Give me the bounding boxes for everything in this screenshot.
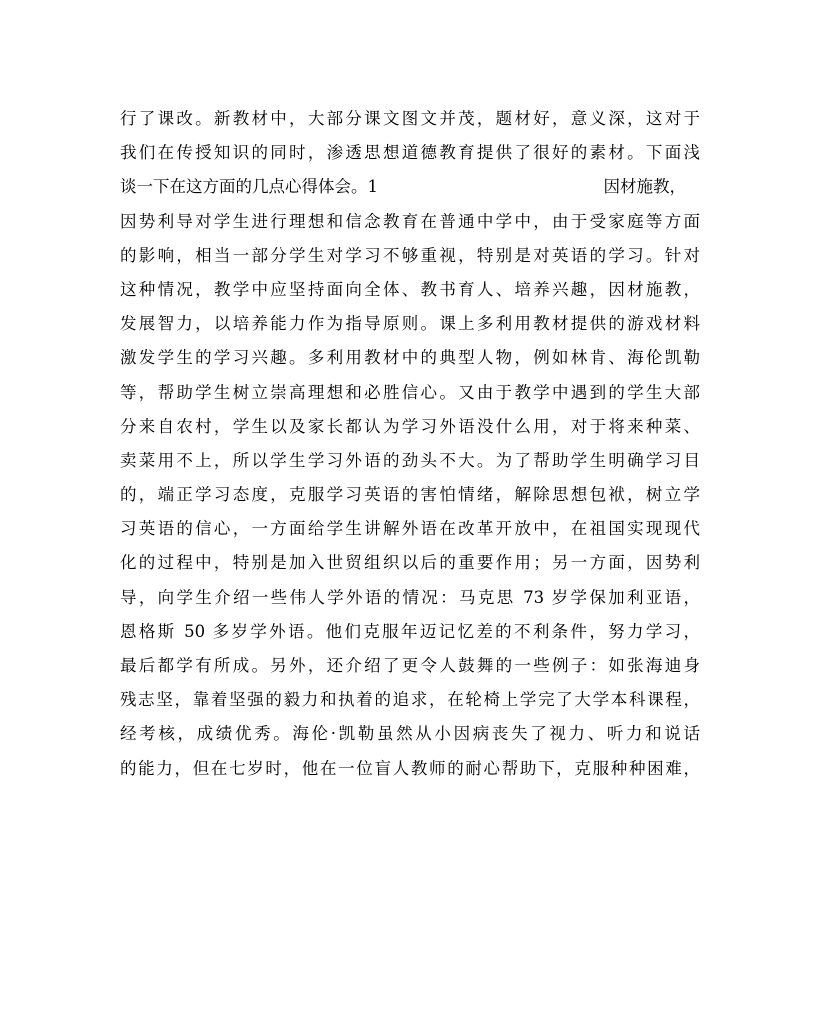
text-line: 卖菜用不上，所以学生学习外语的劲头不大。为了帮助学生明确学习目 — [120, 450, 700, 470]
text-line: 的能力，但在七岁时，他在一位盲人教师的耐心帮助下，克服种种困难， — [120, 758, 700, 778]
text-line: 残志坚，靠着坚强的毅力和执着的追求，在轮椅上学完了大学本科课程， — [120, 690, 700, 710]
body-text — [120, 102, 700, 786]
text-line: 恩格斯 50 多岁学外语。他们克服年迈记忆差的不利条件，努力学习， — [120, 621, 700, 641]
text-line: 等，帮助学生树立崇高理想和必胜信心。又由于教学中遇到的学生大部 — [120, 382, 700, 402]
text-line: 行了课改。新教材中，大部分课文图文并茂，题材好，意义深，这对于 — [120, 109, 700, 128]
text-line-left: 谈一下在这方面的几点心得体会。1 — [120, 177, 378, 197]
text-line: 这种情况，教学中应坚持面向全体、教书育人、培养兴趣，因材施教， — [120, 279, 700, 299]
text-line: 的影响，相当一部分学生对学习不够重视，特别是对英语的学习。针对 — [120, 245, 700, 265]
text-line: 经考核，成绩优秀。海伦·凯勒虽然从小因病丧失了视力、听力和说话 — [120, 724, 700, 744]
text-line: 我们在传授知识的同时，渗透思想道德教育提供了很好的素材。下面浅 — [120, 143, 700, 163]
text-line: 的，端正学习态度，克服学习英语的害怕情绪，解除思想包袱，树立学 — [120, 485, 700, 505]
text-line: 发展智力，以培养能力作为指导原则。课上多利用教材提供的游戏材料 — [120, 314, 700, 334]
text-line — [120, 170, 700, 204]
text-line: 分来自农村，学生以及家长都认为学习外语没什么用，对于将来种菜、 — [120, 416, 700, 436]
text-line: 习英语的信心，一方面给学生讲解外语在改革开放中，在祖国实现现代 — [120, 519, 700, 539]
text-line-right: 因材施教， — [603, 177, 686, 197]
text-line: 最后都学有所成。另外，还介绍了更令人鼓舞的一些例子：如张海迪身 — [120, 656, 700, 675]
text-line: 激发学生的学习兴趣。多利用教材中的典型人物，例如林肯、海伦凯勒 — [120, 348, 700, 368]
text-line: 化的过程中，特别是加入世贸组织以后的重要作用；另一方面，因势利 — [120, 553, 700, 573]
text-line: 因势利导对学生进行理想和信念教育在普通中学中，由于受家庭等方面 — [120, 211, 700, 231]
text-line: 导，向学生介绍一些伟人学外语的情况：马克思 73 岁学保加利亚语， — [120, 587, 700, 607]
